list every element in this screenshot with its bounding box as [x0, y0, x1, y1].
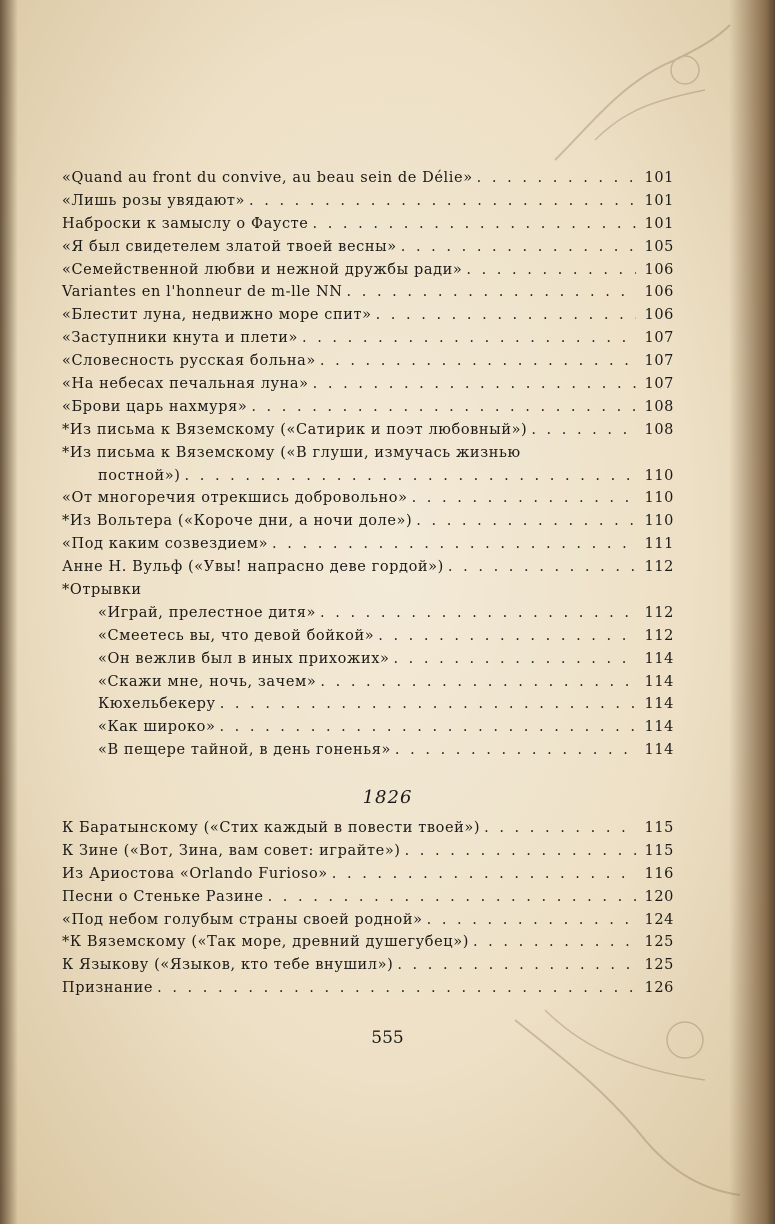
toc-entry [62, 651, 674, 674]
toc-entry [62, 513, 674, 536]
toc-entry-page: 107 [644, 376, 674, 393]
toc-entry [62, 170, 674, 193]
toc-entry-page: 110 [644, 513, 674, 530]
toc-entry [62, 376, 674, 399]
toc-entry-page: 110 [644, 467, 674, 484]
toc-entry-title: «Семейственной любви и нежной дружбы ради» [62, 261, 463, 278]
toc-entry [62, 674, 674, 697]
toc-entry [62, 696, 674, 719]
toc-entry-title: Признание [62, 980, 154, 997]
toc-leader-dots [395, 742, 636, 758]
toc-leader-dots [484, 820, 636, 836]
toc-leader-dots [397, 957, 636, 973]
toc-leader-dots [401, 239, 636, 255]
toc-entry-title: «Скажи мне, ночь, зачем» [98, 673, 317, 690]
toc-entry-page: 112 [644, 604, 674, 621]
toc-entry-title: *Из письма к Вяземскому («В глуши, измучась жизнью [62, 444, 521, 461]
toc-entry-page: 114 [644, 719, 674, 736]
toc-entry-page: 124 [644, 911, 674, 928]
toc-entry-title: «В пещере тайной, в день гоненья» [98, 742, 391, 759]
toc-entry-page: 114 [644, 673, 674, 690]
toc-leader-dots [268, 889, 636, 905]
toc-entry [62, 468, 674, 491]
toc-leader-dots [312, 216, 636, 232]
toc-entry-page: 111 [644, 536, 674, 553]
toc-entry-page: 107 [644, 330, 674, 347]
toc-entry-page: 126 [644, 980, 674, 997]
toc-entry-page: 107 [644, 353, 674, 370]
toc-entry-page: 108 [644, 398, 674, 415]
toc-entry-title: «Блестит луна, недвижно море спит» [62, 307, 372, 324]
toc-entry [62, 980, 674, 1003]
toc-leader-dots [219, 719, 636, 735]
toc-entry [62, 536, 674, 559]
toc-entry [62, 330, 674, 353]
toc-entry [62, 889, 674, 912]
toc-entry-page: 105 [644, 238, 674, 255]
toc-entry-title: К Зине («Вот, Зина, вам совет: играйте») [62, 842, 401, 859]
toc-entry [62, 422, 674, 445]
toc-leader-dots [220, 696, 636, 712]
toc-leader-dots [347, 284, 636, 300]
toc-entry [62, 912, 674, 935]
toc-leader-dots [378, 628, 636, 644]
toc-entry-title: «Смеетесь вы, что девой бойкой» [98, 627, 375, 644]
toc-entry [62, 262, 674, 285]
toc-entry [62, 353, 674, 376]
toc-leader-dots [320, 353, 636, 369]
toc-leader-dots [466, 262, 636, 278]
toc-entry [62, 239, 674, 262]
toc-leader-dots [320, 605, 636, 621]
toc-entry-page: 114 [644, 650, 674, 667]
toc-entry-title: постной») [98, 467, 181, 484]
toc-entry-page: 120 [644, 888, 674, 905]
toc-entry-title: «Брови царь нахмуря» [62, 398, 248, 415]
toc-entry-page: 115 [644, 842, 674, 859]
toc-entry-title: Кюхельбекеру [98, 696, 216, 713]
toc-entry [62, 934, 674, 957]
toc-entry-page: 106 [644, 307, 674, 324]
toc-entry [62, 559, 674, 582]
toc-entry-title: «Как широко» [98, 719, 216, 736]
toc-entry-title: К Баратынскому («Стих каждый в повести твоей») [62, 820, 481, 836]
toc-entry-page: 101 [644, 192, 674, 209]
toc-entry-page: 115 [644, 820, 674, 836]
toc-entry [62, 216, 674, 239]
toc-entry-title: «Словесность русская больна» [62, 353, 316, 370]
toc-leader-dots [376, 307, 636, 323]
toc-section-1 [62, 170, 674, 765]
toc-entry [62, 193, 674, 216]
toc-entry-page: 125 [644, 957, 674, 974]
toc-entry-title: «Лишь розы увядают» [62, 192, 246, 209]
toc-entry-title: «На небесах печальная луна» [62, 376, 309, 393]
toc-leader-dots [427, 912, 636, 928]
toc-leader-dots [448, 559, 636, 575]
toc-entry-page: 108 [644, 421, 674, 438]
toc-leader-dots [272, 536, 636, 552]
toc-entry-title: «Заступники кнута и плети» [62, 330, 298, 347]
toc-entry-title: «От многоречия отрекшись добровольно» [62, 490, 408, 507]
toc-entry-title: Variantes en l'honneur de m-lle NN [62, 284, 343, 301]
toc-entry [62, 628, 674, 651]
toc-leader-dots [393, 651, 636, 667]
toc-entry [62, 490, 674, 513]
toc-entry-page: 125 [644, 934, 674, 951]
page-number: 555 [371, 1028, 404, 1048]
toc-entry-title: «Под каким созвездием» [62, 536, 269, 553]
toc-entry [62, 605, 674, 628]
toc-entry-title: «Под небом голубым страны своей родной» [62, 911, 423, 928]
toc-entry [62, 820, 674, 843]
toc-leader-dots [185, 468, 636, 484]
toc-leader-dots [473, 934, 636, 950]
toc-entry [62, 582, 674, 605]
toc-entry-title: «Я был свидетелем златой твоей весны» [62, 238, 397, 255]
toc-entry [62, 866, 674, 889]
toc-entry-title: «Он вежлив был в иных прихожих» [98, 650, 390, 667]
toc-entry [62, 957, 674, 980]
toc-leader-dots [157, 980, 636, 996]
toc-entry-title: Песни о Стеньке Разине [62, 888, 264, 905]
toc-leader-dots [477, 170, 636, 186]
toc-leader-dots [332, 866, 636, 882]
toc-entry-page: 116 [644, 865, 674, 882]
toc-entry-page: 112 [644, 627, 674, 644]
toc-entry-page: 106 [644, 284, 674, 301]
toc-entry-title: *Из Вольтера («Короче дни, а ночи доле») [62, 513, 413, 530]
toc-leader-dots [405, 843, 636, 859]
toc-entry-page: 114 [644, 742, 674, 759]
toc-leader-dots [412, 490, 636, 506]
toc-leader-dots [416, 513, 636, 529]
toc-entry [62, 284, 674, 307]
toc-leader-dots [251, 399, 636, 415]
toc-entry-page: 110 [644, 490, 674, 507]
toc-leader-dots [313, 376, 636, 392]
toc-entry-title: Наброски к замыслу о Фаусте [62, 215, 309, 232]
toc-entry-page: 101 [644, 170, 674, 186]
toc-entry-page: 112 [644, 559, 674, 576]
toc-entry [62, 843, 674, 866]
toc-entry-page: 106 [644, 261, 674, 278]
toc-entry-page: 101 [644, 215, 674, 232]
year-heading: 1826 [362, 787, 413, 808]
toc-leader-dots [302, 330, 636, 346]
toc-entry [62, 719, 674, 742]
toc-leader-dots [249, 193, 636, 209]
toc-entry-title: *Отрывки [62, 582, 142, 599]
toc-entry-title: *К Вяземскому («Так море, древний душегубец») [62, 934, 469, 951]
toc-entry-title: Из Ариостова «Orlando Furioso» [62, 865, 328, 882]
toc-entry-page: 114 [644, 696, 674, 713]
toc-leader-dots [320, 674, 636, 690]
toc-entry [62, 399, 674, 422]
decorative-sketch-top [535, 20, 735, 180]
toc-entry-title: «Играй, прелестное дитя» [98, 604, 317, 621]
toc-section-2 [62, 820, 674, 1003]
toc-entry [62, 307, 674, 330]
toc-entry-title: «Quand au front du convive, au beau sein de Délie» [62, 170, 473, 186]
toc-entry [62, 742, 674, 765]
toc-entry-title: Анне Н. Вульф («Увы! напрасно деве гордой») [62, 559, 444, 576]
toc-entry [62, 445, 674, 468]
toc-entry-title: К Языкову («Языков, кто тебе внушил») [62, 957, 394, 974]
toc-leader-dots [531, 422, 636, 438]
toc-entry-title: *Из письма к Вяземскому («Сатирик и поэт любовный») [62, 421, 528, 438]
